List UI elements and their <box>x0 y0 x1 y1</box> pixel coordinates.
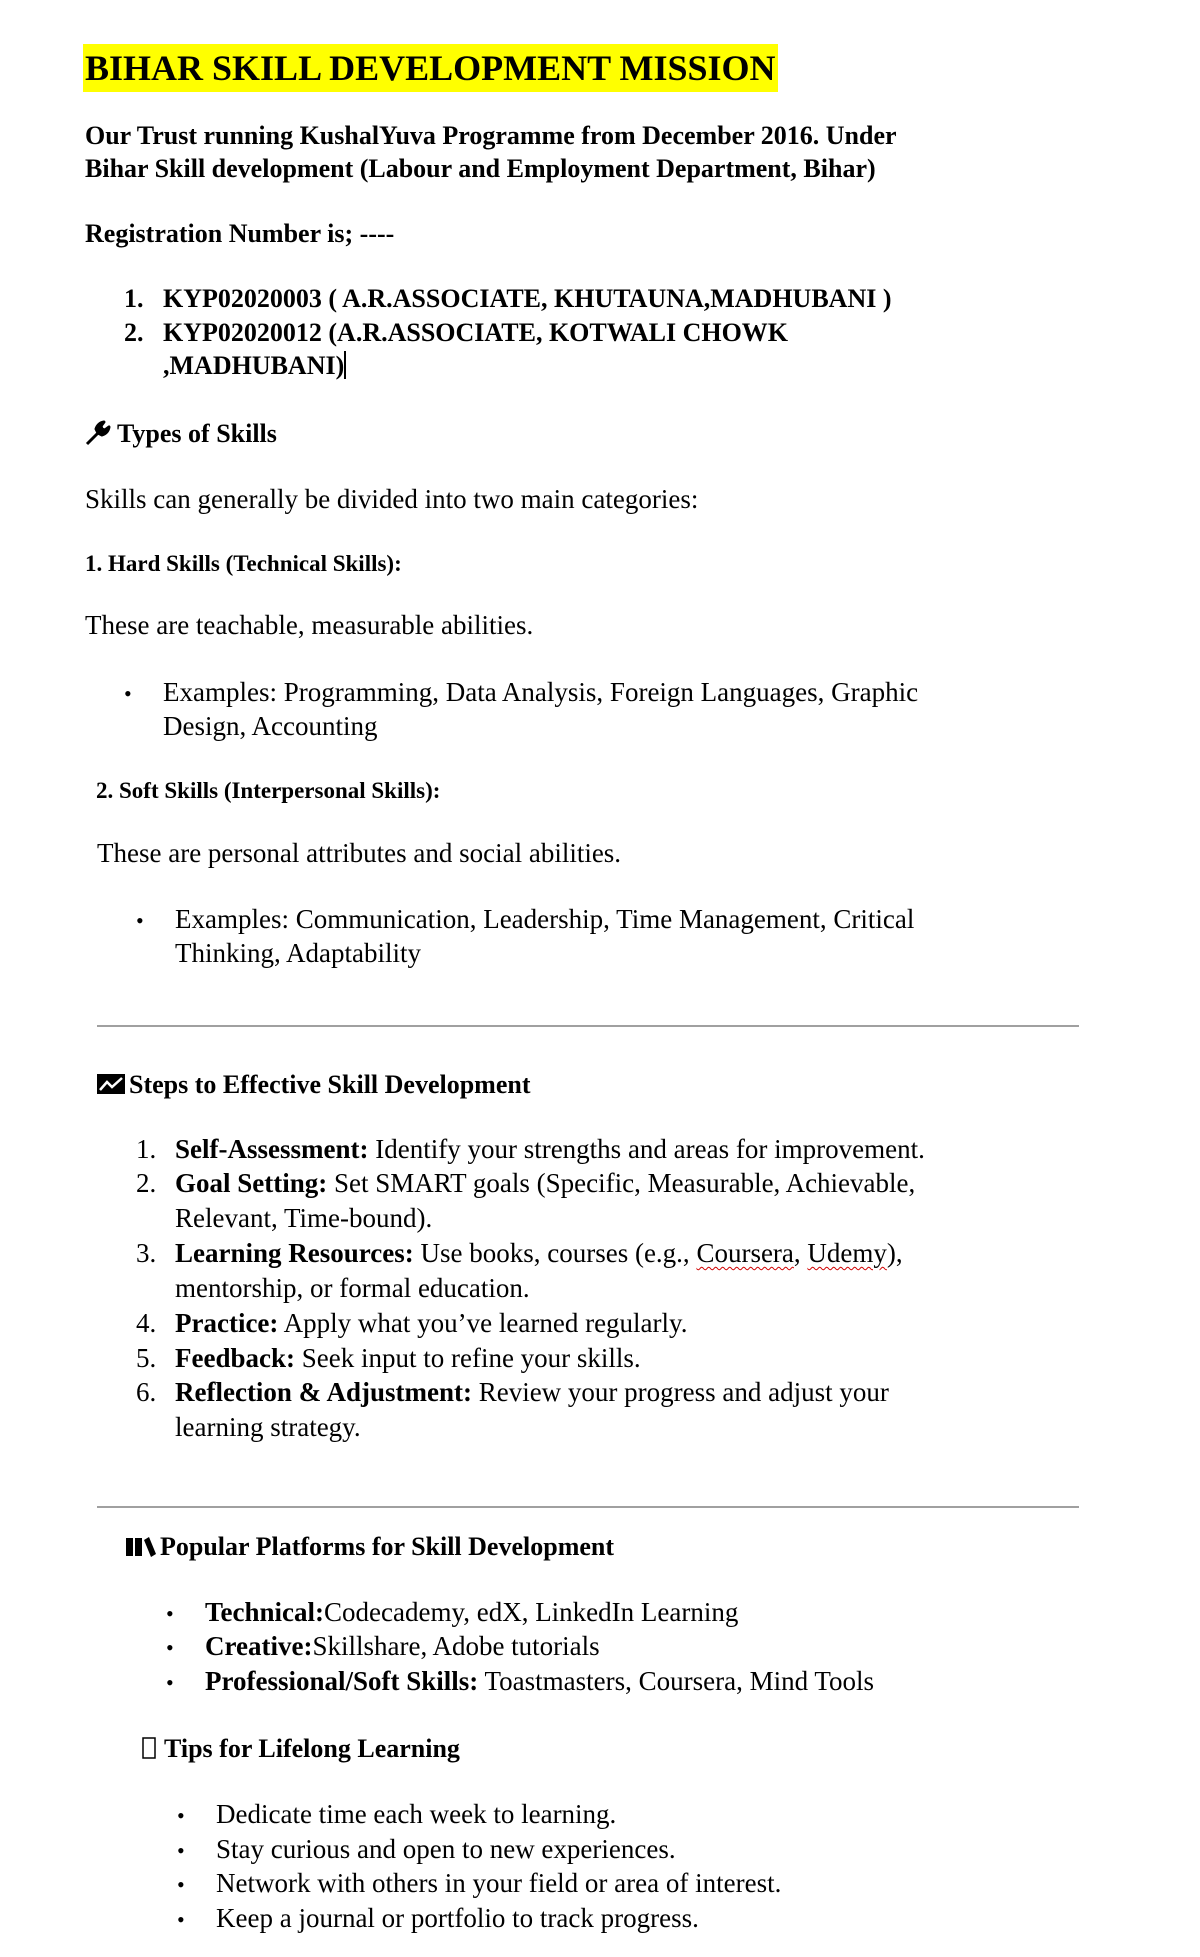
registration-num-2: 2. <box>124 318 144 347</box>
horizontal-divider <box>97 1506 1079 1508</box>
spellcheck-word[interactable]: Udemy <box>807 1238 887 1268</box>
page-title: BIHAR SKILL DEVELOPMENT MISSION <box>83 44 778 92</box>
step-num-6: 6. <box>136 1377 157 1407</box>
hard-skills-examples-cont: Design, Accounting <box>163 711 378 741</box>
step-item-1: Self-Assessment: Identify your strengths and areas for improvement. <box>175 1134 925 1164</box>
hard-skills-heading: 1. Hard Skills (Technical Skills): <box>85 551 402 576</box>
soft-skills-desc: These are personal attributes and social abilities. <box>97 838 622 868</box>
missing-glyph-icon <box>142 1736 156 1767</box>
intro-line-2: Bihar Skill development (Labour and Employment Department, Bihar) <box>85 154 876 183</box>
bullet-icon: • <box>136 908 144 933</box>
soft-skills-heading: 2. Soft Skills (Interpersonal Skills): <box>96 778 441 803</box>
hard-skills-desc: These are teachable, measurable abilities. <box>85 610 534 640</box>
step-item-5: Feedback: Seek input to refine your skills. <box>175 1343 641 1373</box>
steps-heading: Steps to Effective Skill Development <box>96 1070 531 1103</box>
bullet-icon: • <box>166 1635 174 1660</box>
bullet-icon: • <box>177 1838 185 1863</box>
platforms-heading: Popular Platforms for Skill Development <box>125 1532 614 1565</box>
tip-item-2: Stay curious and open to new experiences. <box>216 1834 676 1864</box>
registration-item-2-cont: ,MADHUBANI) <box>163 351 345 380</box>
step-num-1: 1. <box>136 1134 157 1164</box>
step-num-3: 3. <box>136 1238 157 1268</box>
books-icon <box>125 1534 157 1565</box>
platform-item-2: Creative:Skillshare, Adobe tutorials <box>205 1631 600 1661</box>
step-item-2: Goal Setting: Set SMART goals (Specific, Measurable, Achievable, <box>175 1168 916 1198</box>
step-item-6: Reflection & Adjustment: Review your progress and adjust your <box>175 1377 889 1407</box>
horizontal-divider <box>97 1025 1079 1027</box>
types-intro: Skills can generally be divided into two main categories: <box>85 484 699 514</box>
step-num-2: 2. <box>136 1168 157 1198</box>
step-num-4: 4. <box>136 1308 157 1338</box>
soft-skills-examples-cont: Thinking, Adaptability <box>175 938 421 968</box>
bullet-icon: • <box>177 1803 185 1828</box>
chart-icon <box>96 1072 126 1103</box>
spellcheck-word[interactable]: Coursera <box>696 1238 794 1268</box>
bullet-icon: • <box>166 1670 174 1695</box>
step-item-2-cont: Relevant, Time-bound). <box>175 1203 433 1233</box>
tip-item-1: Dedicate time each week to learning. <box>216 1799 617 1829</box>
soft-skills-examples: Examples: Communication, Leadership, Time Management, Critical <box>175 904 915 934</box>
platform-item-1: Technical:Codecademy, edX, LinkedIn Learning <box>205 1597 739 1627</box>
step-item-6-cont: learning strategy. <box>175 1412 361 1442</box>
registration-label: Registration Number is; ---- <box>85 219 395 248</box>
step-item-3: Learning Resources: Use books, courses (e.g., Coursera, Udemy), <box>175 1238 903 1268</box>
step-item-4: Practice: Apply what you’ve learned regularly. <box>175 1308 688 1338</box>
bullet-icon: • <box>177 1907 185 1932</box>
types-heading: Types of Skills <box>85 419 277 453</box>
hard-skills-examples: Examples: Programming, Data Analysis, Foreign Languages, Graphic <box>163 677 919 707</box>
registration-num-1: 1. <box>124 284 144 313</box>
tip-item-4: Keep a journal or portfolio to track progress. <box>216 1903 699 1933</box>
tips-heading: Tips for Lifelong Learning <box>142 1734 460 1767</box>
bullet-icon: • <box>166 1601 174 1626</box>
text-cursor <box>344 351 346 379</box>
step-num-5: 5. <box>136 1343 157 1373</box>
registration-item-2: KYP02020012 (A.R.ASSOCIATE, KOTWALI CHOWK <box>163 318 789 347</box>
tip-item-3: Network with others in your field or area of interest. <box>216 1868 782 1898</box>
wrench-icon <box>85 420 111 453</box>
registration-item-1: KYP02020003 ( A.R.ASSOCIATE, KHUTAUNA,MADHUBANI ) <box>163 284 892 313</box>
bullet-icon: • <box>124 681 132 706</box>
step-item-3-cont: mentorship, or formal education. <box>175 1273 530 1303</box>
bullet-icon: • <box>177 1872 185 1897</box>
platform-item-3: Professional/Soft Skills: Toastmasters, Coursera, Mind Tools <box>205 1666 874 1696</box>
intro-line-1: Our Trust running KushalYuva Programme from December 2016. Under <box>85 121 897 150</box>
